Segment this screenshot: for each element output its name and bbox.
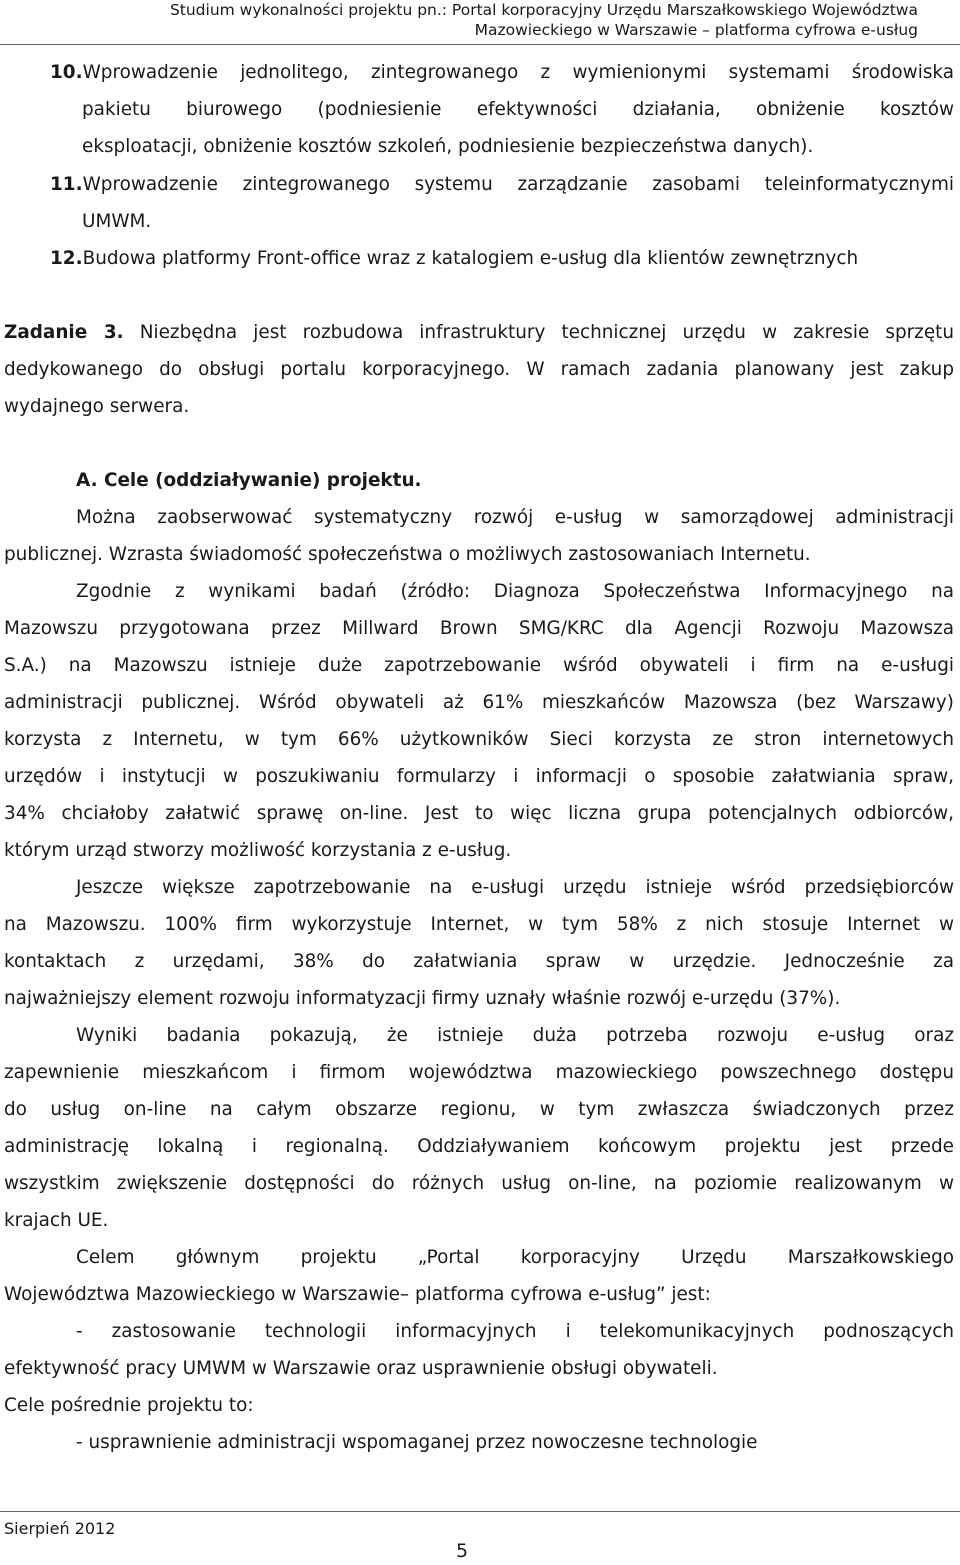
paragraph-line: - zastosowanie technologii informacyjnych i telekomunikacyjnych podnoszących (76, 1321, 954, 1342)
paragraph-line: krajach UE. (4, 1210, 109, 1231)
header-title-line-1: Studium wykonalności projektu pn.: Portal korporacyjny Urzędu Marszałkowskiego Województwa (169, 1, 918, 19)
header-divider (0, 44, 960, 45)
paragraph-line: administracji publicznej. Wśród obywateli aż 61% mieszkańców Mazowsza (bez Warszawy) (4, 692, 954, 713)
task-3-line-1: Zadanie 3. Niezbędna jest rozbudowa infrastruktury technicznej urzędu w zakresie sprzętu (4, 322, 955, 343)
footer-divider (0, 1511, 960, 1512)
list-item-10-line-2: pakietu biurowego (podniesienie efektywności działania, obniżenie kosztów (82, 99, 954, 120)
task-3-line-3: wydajnego serwera. (4, 396, 190, 417)
task-3-line-2: dedykowanego do obsługi portalu korporacyjnego. W ramach zadania planowany jest zakup (4, 359, 954, 380)
list-item-12-line-1: 12.Budowa platformy Front-office wraz z katalogiem e-usług dla klientów zewnętrznych (50, 248, 859, 269)
paragraph-line: najważniejszy element rozwoju informatyzacji firmy uznały właśnie rozwój e-urzędu (37%). (4, 988, 841, 1009)
paragraph-line: Zgodnie z wynikami badań (źródło: Diagnoza Społeczeństwa Informacyjnego na (76, 581, 954, 602)
paragraph-line: Województwa Mazowieckiego w Warszawie– platforma cyfrowa e-usług” jest: (4, 1284, 711, 1305)
page-number: 5 (456, 1540, 469, 1562)
list-item-11-line-2: UMWM. (82, 211, 152, 232)
paragraph-line: Jeszcze większe zapotrzebowanie na e-usługi urzędu istnieje wśród przedsiębiorców (76, 877, 954, 898)
list-item-11-number: 11. (50, 174, 83, 195)
list-item-10-number: 10. (50, 62, 83, 83)
paragraph-line: na Mazowszu. 100% firm wykorzystuje Internet, w tym 58% z nich stosuje Internet w (4, 914, 954, 935)
paragraph-line: 34% chciałoby załatwić sprawę on-line. Jest to więc liczna grupa potencjalnych odbiorców, (4, 803, 954, 824)
paragraph-line: Celem głównym projektu „Portal korporacyjny Urzędu Marszałkowskiego (76, 1247, 954, 1268)
footer-date: Sierpień 2012 (4, 1519, 116, 1538)
paragraph-line: - usprawnienie administracji wspomaganej przez nowoczesne technologie (76, 1432, 758, 1453)
paragraph-line: zapewnienie mieszkańcom i firmom województwa mazowieckiego powszechnego dostępu (4, 1062, 954, 1083)
header-title-line-2: Mazowieckiego w Warszawie – platforma cyfrowa e-usług (474, 21, 918, 39)
paragraph-line: kontaktach z urzędami, 38% do załatwiania spraw w urzędzie. Jednocześnie za (4, 951, 954, 972)
paragraph-line: korzysta z Internetu, w tym 66% użytkowników Sieci korzysta ze stron internetowych (4, 729, 954, 750)
paragraph-line: Wyniki badania pokazują, że istnieje duża potrzeba rozwoju e-usług oraz (76, 1025, 954, 1046)
paragraph-line: publicznej. Wzrasta świadomość społeczeństwa o możliwych zastosowaniach Internetu. (4, 544, 811, 565)
paragraph-line: efektywność pracy UMWM w Warszawie oraz usprawnienie obsługi obywateli. (4, 1358, 718, 1379)
list-item-10-line-1: 10.Wprowadzenie jednolitego, zintegrowanego z wymienionymi systemami środowiska (50, 62, 954, 83)
paragraph-line: wszystkim zwiększenie dostępności do różnych usług on-line, na poziomie realizowanym w (4, 1173, 954, 1194)
paragraph-line: do usług on-line na całym obszarze regionu, w tym zwłaszcza świadczonych przez (4, 1099, 954, 1120)
list-item-11-line-1: 11.Wprowadzenie zintegrowanego systemu zarządzanie zasobami teleinformatycznymi (50, 174, 954, 195)
paragraph-line: Mazowszu przygotowana przez Millward Brown SMG/KRC dla Agencji Rozwoju Mazowsza (4, 618, 954, 639)
paragraph-line: S.A.) na Mazowszu istnieje duże zapotrzebowanie wśród obywateli i firm na e-usługi (4, 655, 954, 676)
document-header (80, 0, 918, 40)
paragraph-line: którym urząd stworzy możliwość korzystania z e-usług. (4, 840, 512, 861)
paragraph-line: urzędów i instytucji w poszukiwaniu formularzy i informacji o sposobie załatwiania spraw, (4, 766, 954, 787)
list-item-10-line-3: eksploatacji, obniżenie kosztów szkoleń, podniesienie bezpieczeństwa danych). (82, 136, 814, 157)
list-item-12-number: 12. (50, 248, 83, 269)
paragraph-line: Cele pośrednie projektu to: (4, 1395, 254, 1416)
paragraph-line: administrację lokalną i regionalną. Oddziaływaniem końcowym projektu jest przede (4, 1136, 954, 1157)
paragraph-line: Można zaobserwować systematyczny rozwój e-usług w samorządowej administracji (76, 507, 954, 528)
task-3-label: Zadanie 3. (4, 322, 124, 343)
section-a-heading: A. Cele (oddziaływanie) projektu. (76, 470, 422, 491)
